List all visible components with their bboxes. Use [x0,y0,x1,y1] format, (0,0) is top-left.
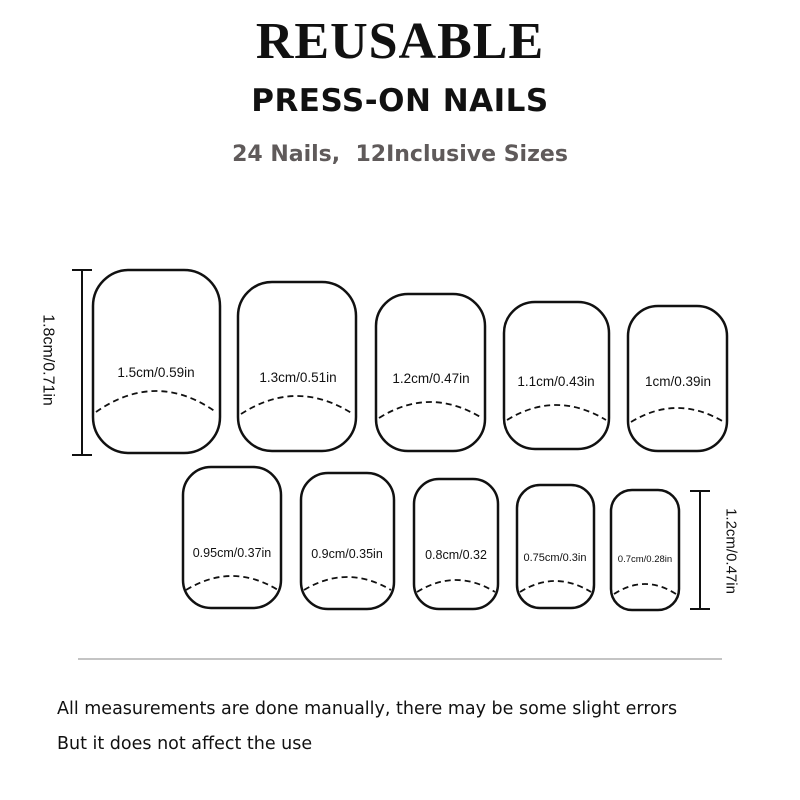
nail-size-8-label: 0.8cm/0.32 [425,548,487,562]
nail-size-10 [611,490,679,610]
nail-size-7 [301,473,394,609]
nail-size-10-label: 0.7cm/0.28in [617,554,673,565]
nail-size-9 [517,485,594,608]
page-title: REUSABLE [255,13,545,70]
page-subtitle: PRESS-ON NAILS [251,83,549,119]
nail-size-2-label: 1.3cm/0.51in [259,370,337,385]
nail-size-2 [238,282,356,451]
nail-size-5-label: 1cm/0.39in [644,374,712,389]
top-row-height-label: 1.8cm/0.71in [39,314,57,406]
bottom-row-height-bracket [690,491,710,609]
nail-size-4 [504,302,609,449]
product-tagline: 24 Nails, 12Inclusive Sizes [232,142,568,167]
nail-size-6-label: 0.95cm/0.37in [192,546,272,560]
nail-size-1-label: 1.5cm/0.59in [117,365,195,380]
bottom-row-height-label: 1.2cm/0.47in [722,508,740,594]
usage-note: But it does not affect the use [57,734,313,754]
nail-size-6 [183,467,281,608]
nail-size-3 [376,294,485,451]
nail-size-1 [93,270,220,453]
top-row-height-bracket [72,270,92,455]
nail-size-4-label: 1.1cm/0.43in [517,374,595,389]
nail-size-8 [414,479,498,609]
nail-size-9-label: 0.75cm/0.3in [523,552,587,564]
measurement-note: All measurements are done manually, there may be some slight errors [57,699,678,719]
nail-size-5 [628,306,727,451]
nail-size-3-label: 1.2cm/0.47in [392,371,470,386]
nail-size-7-label: 0.9cm/0.35in [311,547,383,561]
